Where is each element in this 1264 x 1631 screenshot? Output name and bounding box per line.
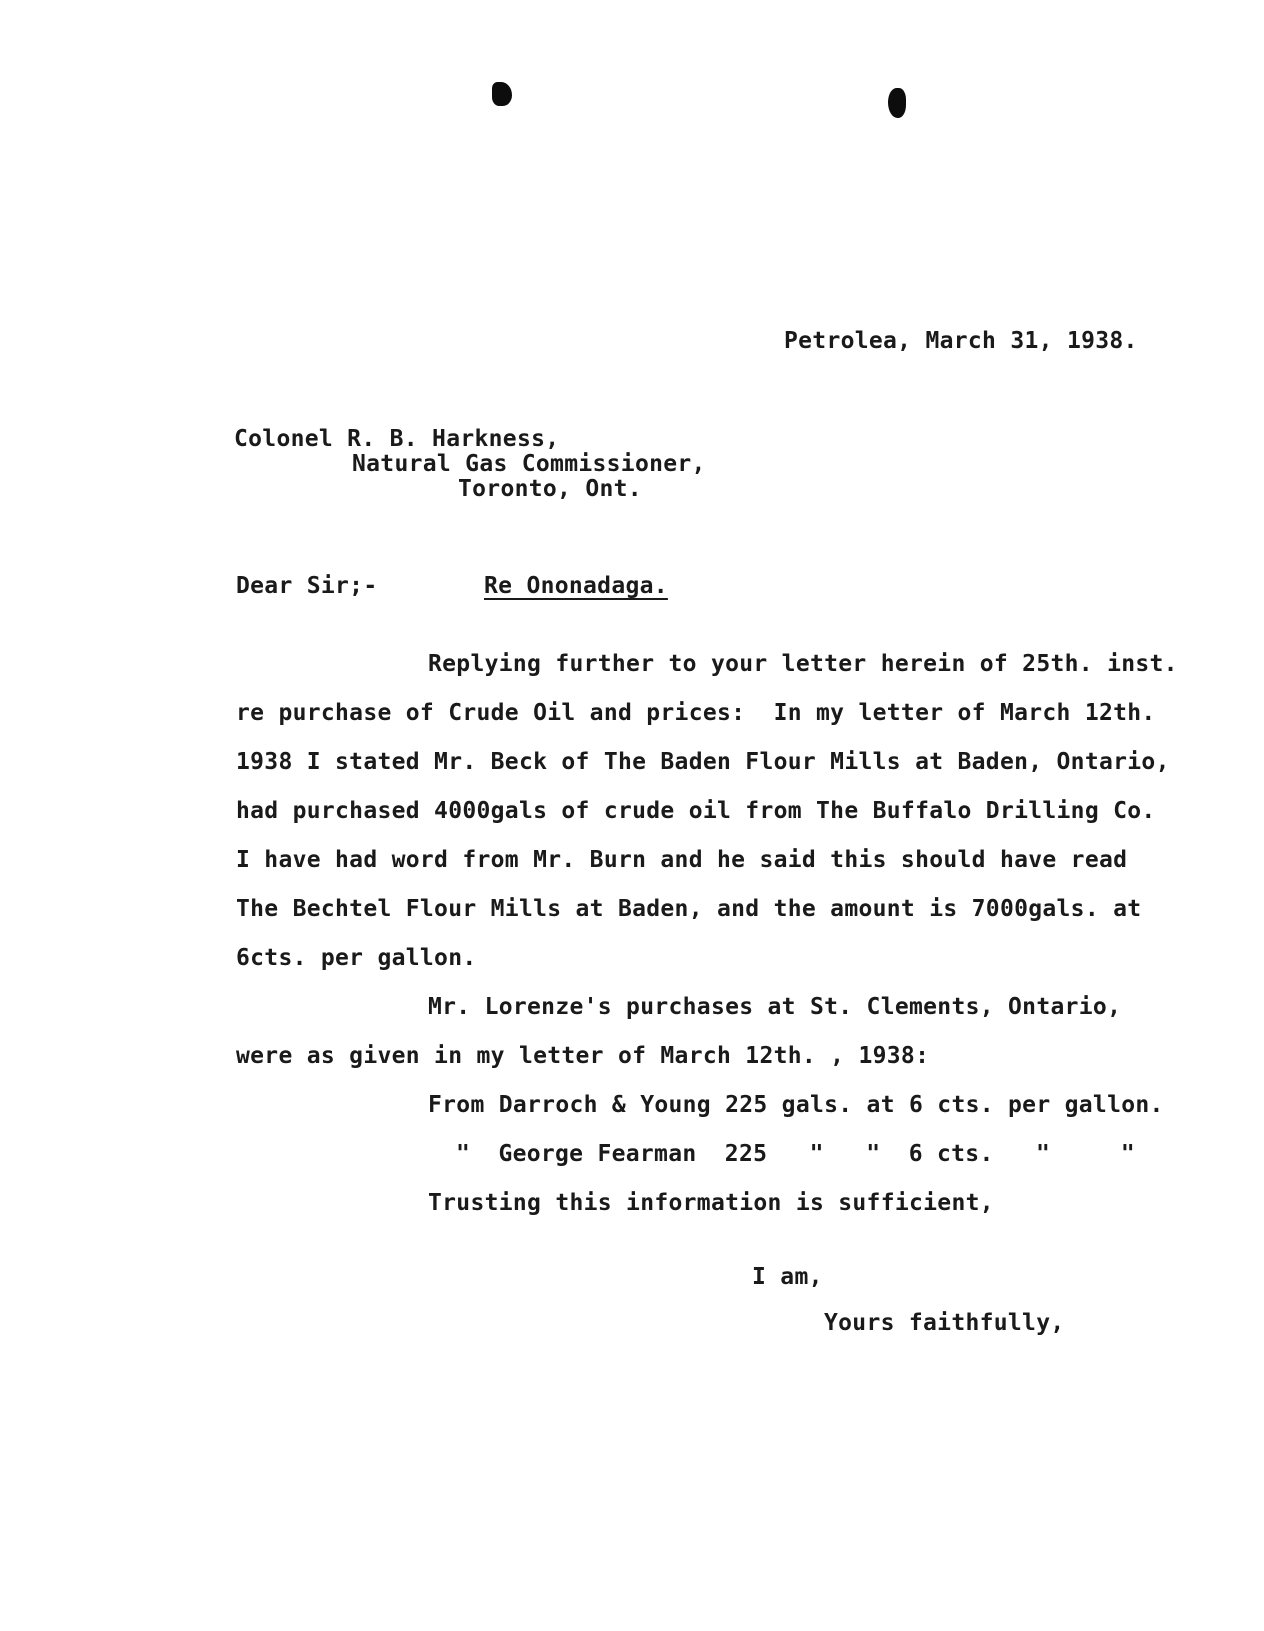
date-line: Petrolea, March 31, 1938. [784, 328, 1138, 354]
punch-hole-mark [888, 88, 906, 118]
body-line: The Bechtel Flour Mills at Baden, and the amount is 7000gals. at [236, 896, 1142, 922]
address-line-3: Toronto, Ont. [458, 476, 642, 502]
body-line: were as given in my letter of March 12th. , 1938: [236, 1043, 930, 1069]
body-line: Mr. Lorenze's purchases at St. Clements, Ontario, [428, 994, 1122, 1020]
body-line: 6cts. per gallon. [236, 945, 477, 971]
closing-i-am: I am, [752, 1264, 823, 1290]
body-line: I have had word from Mr. Burn and he said this should have read [236, 847, 1128, 873]
body-line: Replying further to your letter herein of 25th. inst. [428, 651, 1178, 677]
subject-line: Re Ononadaga. [484, 573, 668, 599]
body-line: re purchase of Crude Oil and prices: In my letter of March 12th. [236, 700, 1156, 726]
closing-yours-faithfully: Yours faithfully, [824, 1310, 1065, 1336]
body-line: Trusting this information is sufficient, [428, 1190, 994, 1216]
address-line-2: Natural Gas Commissioner, [352, 451, 706, 477]
salutation: Dear Sir;- [236, 573, 378, 599]
body-line: 1938 I stated Mr. Beck of The Baden Flour Mills at Baden, Ontario, [236, 749, 1170, 775]
body-line: had purchased 4000gals of crude oil from The Buffalo Drilling Co. [236, 798, 1156, 824]
purchase-list-line: " George Fearman 225 " " 6 cts. " " [456, 1141, 1136, 1167]
address-line-1: Colonel R. B. Harkness, [234, 426, 560, 452]
purchase-list-line: From Darroch & Young 225 gals. at 6 cts. per gallon. [428, 1092, 1164, 1118]
punch-hole-mark [492, 82, 512, 106]
